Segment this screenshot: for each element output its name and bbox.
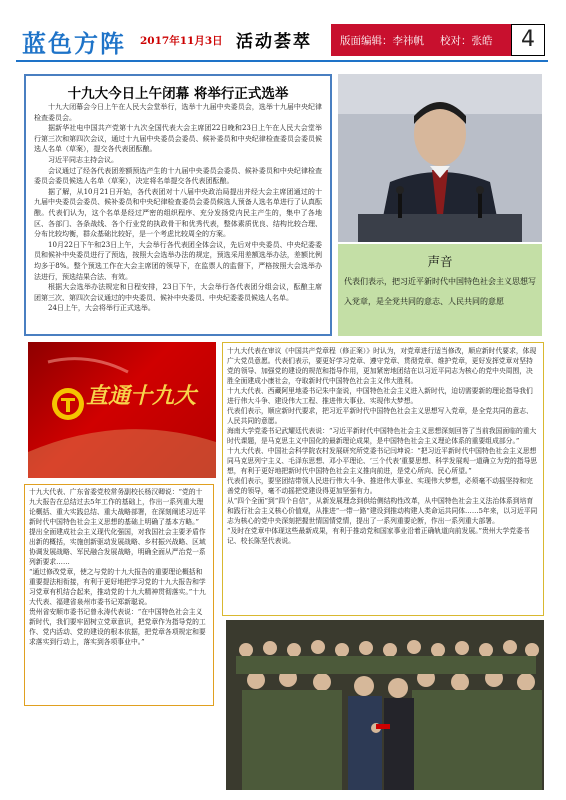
article-paragraph: 十九大代表、中国社会科学院农村发展研究所党委书记闫坤说：“把习近平新时代中国特色社会主义思想同马克思列宁主义、毛泽东思想、邓小平理论、‘三个代表’重要思想、科学发展观一道确立为党的指导思想，有利于更好地把新时代中国特色社会主义推向前进，是党心所向、民心所望。”: [227, 447, 538, 475]
left-article-body: [29, 487, 209, 647]
section-title: 活动荟萃: [236, 32, 312, 52]
lead-body: [34, 102, 322, 314]
emblem-icon: [52, 388, 84, 420]
article-paragraph: 十九大代表在审议《中国共产党章程（修正案）》时认为，对党章进行适当修改，顺应新时代要求，体现广大党员意愿。代表们表示，要更好学习党章、遵守党章、贯彻党章、维护党章，更好发挥党章对坚持党的领导、加强党的建设的规范和指导作用，更加紧密地团结在以习近平同志为核心的党中央周围，决胜全面建成小康社会，夺取新时代中国特色社会主义伟大胜利。: [227, 347, 537, 385]
lead-paragraph: 习近平同志主持会议。: [48, 155, 118, 164]
left-article: [24, 484, 214, 706]
quote-box: [338, 244, 542, 336]
header-divider: [16, 60, 548, 62]
right-article: [222, 342, 544, 616]
banner-text: 直通十九大: [86, 384, 197, 409]
speaker-photo: [338, 74, 542, 242]
congress-banner-image: [28, 342, 216, 478]
article-paragraph: 贵州省安顺市委书记曾永涛代表说：“在中国特色社会主义新时代，我们要牢固树立党章意识，把党章作为指导党的工作、党内活动、党的建设的根本依据，把党章各项规定和要求落实到行动上，落实到各项事业中。”: [29, 608, 206, 646]
article-paragraph: 十九大代表、广东省委党校常务副校长杨汉卿说：“党的十九大报告在总结过去5年工作的基础上，作出一系列重大理论概括、重大实践总结、重大战略部署，在深刻阐述习近平新时代中国特色社会主义思想的基础上明确了基本方略。”: [29, 488, 206, 526]
article-paragraph: 海南大学党委书记武耀廷代表说：“习近平新时代中国特色社会主义思想深刻回答了当前我国面临的重大时代课题，是马克思主义中国化的最新理论成果，是中国特色社会主义理论体系的重要组成部分。”: [227, 427, 537, 445]
lead-headline: 十九大今日上午闭幕 将举行正式选举: [67, 86, 289, 102]
brand-title: 蓝色方阵: [22, 29, 126, 58]
speaker-illustration: [338, 74, 542, 242]
article-paragraph: “通过修改党章，使之与党的十九大报告的重要理论概括和重要提法相衔接，有利于更好地把学习党的十九大报告和学习党章有机结合起来，推动党的十九大精神贯彻落实。”十九大代表、福建省泉州市委书记郑新聪说。: [29, 568, 206, 606]
lead-article: [24, 74, 332, 336]
proofreader: 校对：张皓: [440, 35, 493, 47]
lead-paragraph: 据了解，从10月21日开始，各代表团对十八届中央政治局提出并经大会主席团通过的十九届中央委员会委员、候补委员和中央纪律检查委员会委员候选人预备人选名单进行了认真酝酿。代表们认为，这个名单是经过严密的组织程序、充分发扬党内民主产生的，集中了各地区、各部门、各条战线、各个行业党的执政骨干和优秀代表，整体素质优良、结构比较合理、分布比较均衡，群众基础比较好，是一个考虑比较周全的方案。: [34, 187, 322, 239]
right-article-body: [227, 346, 539, 546]
lead-paragraph: 10月22日下午和23日上午，大会举行各代表团全体会议，先后对中央委员、中央纪委委员和候补中央委员进行了预选，按照大会选举办法的规定，预选采用差额选举办法，差额比例均多于8%。整个预选工作在大会主席团的领导下，在监票人的监督下，严格按照大会选举办法进行，预选结果合法、有效。: [34, 240, 322, 281]
lead-paragraph: 会议通过了经各代表团差额预选产生的十九届中央委员会委员、候补委员和中央纪律检查委员会委员候选人名单（草案），决定将名单提交各代表团酝酿。: [34, 166, 322, 186]
article-paragraph: 从“四个全面”到“四个自信”，从新发展理念到供给侧结构性改革，从中国特色社会主义法治体系到培育和践行社会主义核心价值观，从推进“一带一路”建设到推动构建人类命运共同体……5年来，以习近平同志为核心的党中央深刻把握世情国情党情，提出了一系列重要论断，作出一系列重大部署。: [227, 497, 538, 525]
meeting-illustration: [226, 620, 544, 790]
meeting-photo: [226, 620, 544, 790]
lead-paragraph: 根据大会选举办法规定和日程安排，23日下午，大会举行各代表团分组会议，酝酿主席团第三次、第四次会议通过的中央委员、候补中央委员、中央纪委委员候选人名单。: [34, 283, 322, 302]
article-paragraph: 十九大代表、西藏阿里地委书记朱中奎说，中国特色社会主义进入新时代，迫切需要新的理论指导我们进行伟大斗争、建设伟大工程、推进伟大事业、实现伟大梦想。: [227, 387, 533, 405]
quote-text: 代表们表示，把习近平新时代中国特色社会主义思想写入党章，是全党共同的意志、人民共同的意愿: [344, 277, 536, 306]
article-paragraph: 提出全面建成社会主义现代化强国，对我国社会主要矛盾作出新的概括，实施创新驱动发展战略、乡村振兴战略、区域协调发展战略、军民融合发展战略，明确全面从严治党一系列新要求……: [29, 528, 206, 566]
quote-title: 声音: [427, 254, 453, 269]
issue-date: 2017年11月3日: [140, 35, 223, 47]
article-paragraph: “及时在党章中体现这些最新成果，有利于推动党和国家事业沿着正确轨道向前发展。”贵州大学党委书记、校长陈坚代表说。: [227, 527, 530, 545]
page-number: 4: [511, 24, 545, 56]
lead-paragraph: 据新华社电中国共产党第十九次全国代表大会主席团22日晚和23日上午在人民大会堂举行第三次和第四次会议，通过十九届中央委员会委员、候补委员和中央纪律检查委员会委员候选人名单（草案），提交各代表团酝酿。: [34, 124, 322, 154]
lead-paragraph: 24日上午，大会将举行正式选举。: [48, 304, 155, 313]
article-paragraph: 代表们表示，顺应新时代要求，把习近平新时代中国特色社会主义思想写入党章，是全党共同的意志、人民共同的意愿。: [227, 407, 533, 425]
page-editor: 版面编辑：李祎帆: [340, 35, 424, 47]
article-paragraph: 代表们表示，要坚团结带领人民进行伟大斗争、推进伟大事业、实现伟大梦想，必须毫不动摇坚持和完善党的领导，毫不动摇把党建设得更加坚强有力。: [227, 477, 533, 495]
lead-paragraph: 十九大闭幕会今日上午在人民大会堂举行，选举十九届中央委员会，选举十九届中央纪律检查委员会。: [34, 103, 322, 122]
